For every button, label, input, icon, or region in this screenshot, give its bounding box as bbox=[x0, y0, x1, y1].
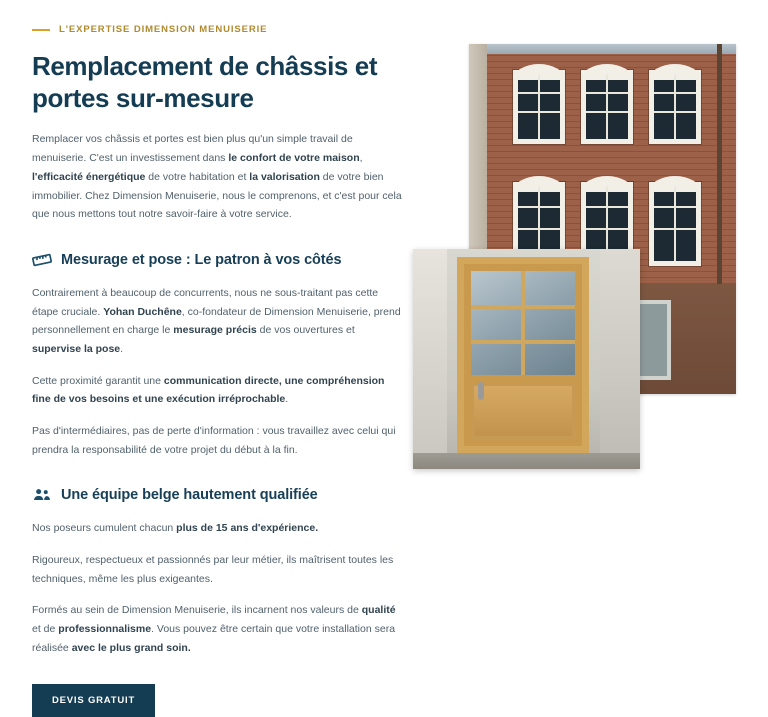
section-paragraph: Rigoureux, respectueux et passionnés par leur métier, ils maîtrisent toutes les techniques, même les plus exigeantes. bbox=[32, 554, 394, 585]
content-column bbox=[32, 24, 404, 717]
window-pane bbox=[649, 70, 701, 144]
window-pane bbox=[581, 70, 633, 144]
team-icon bbox=[32, 485, 52, 505]
section-paragraph: Formés au sein de Dimension Menuiserie, ils incarnent nos valeurs de qualité et de professionnalisme. Vous pouvez être certain que votre installation sera réalisée avec le plus grand soin. bbox=[32, 604, 396, 654]
door-glazing bbox=[471, 271, 575, 375]
section-paragraph: Pas d'intermédiaires, pas de perte d'information : vous travaillez avec celui qui prendra la responsabilité de votre projet du début à la fin. bbox=[32, 425, 396, 456]
devis-gratuit-button[interactable]: DEVIS GRATUIT bbox=[32, 684, 155, 717]
ruler-icon bbox=[32, 250, 52, 270]
wall-right bbox=[600, 249, 640, 469]
section-title: Une équipe belge hautement qualifiée bbox=[61, 487, 318, 504]
door-handle-icon bbox=[478, 382, 484, 400]
wall-left bbox=[413, 249, 447, 469]
section-equipe bbox=[32, 485, 404, 657]
section-paragraph: Nos poseurs cumulent chacun plus de 15 ans d'expérience. bbox=[32, 522, 319, 535]
section-paragraph: Contrairement à beaucoup de concurrents, nous ne sous-traitant pas cette étape cruciale. Yohan Duchêne, co-fondateur de Dimension Menuiserie, prend personnellement en charge le mesurage précis de vos ouvertures et supervise la pose. bbox=[32, 286, 401, 355]
eyebrow-rule-icon bbox=[32, 29, 50, 31]
page-title bbox=[32, 51, 404, 114]
window-pane bbox=[513, 70, 565, 144]
floor bbox=[413, 453, 640, 469]
eyebrow-label: L'EXPERTISE DIMENSION MENUISERIE bbox=[59, 24, 268, 35]
page-title-line2: portes sur-mesure bbox=[32, 82, 254, 113]
section-header bbox=[32, 250, 404, 270]
eyebrow bbox=[32, 24, 404, 35]
section-header bbox=[32, 485, 404, 505]
page-title-line1: Remplacement de châssis et bbox=[32, 51, 378, 81]
wooden-door bbox=[457, 257, 589, 453]
door-panel bbox=[471, 383, 575, 439]
door-photo bbox=[413, 249, 640, 469]
section-paragraph: Cette proximité garantit une communication directe, une compréhension fine de vos besoins et une exécution irréprochable. bbox=[32, 374, 385, 406]
section-title: Mesurage et pose : Le patron à vos côtés bbox=[61, 251, 342, 268]
intro-paragraph: Remplacer vos châssis et portes est bien plus qu'un simple travail de menuiserie. C'est un investissement dans le confort de votre maison, l'efficacité énergétique de votre habitation et la valorisation de votre bien immobilier. Chez Dimension Menuiserie, nous le comprenons, et c'est pour cela que nous mettons tout notre savoir-faire à votre service. bbox=[32, 133, 402, 221]
window-pane bbox=[649, 182, 701, 266]
sky-strip bbox=[469, 44, 736, 54]
section-mesurage bbox=[32, 250, 404, 460]
